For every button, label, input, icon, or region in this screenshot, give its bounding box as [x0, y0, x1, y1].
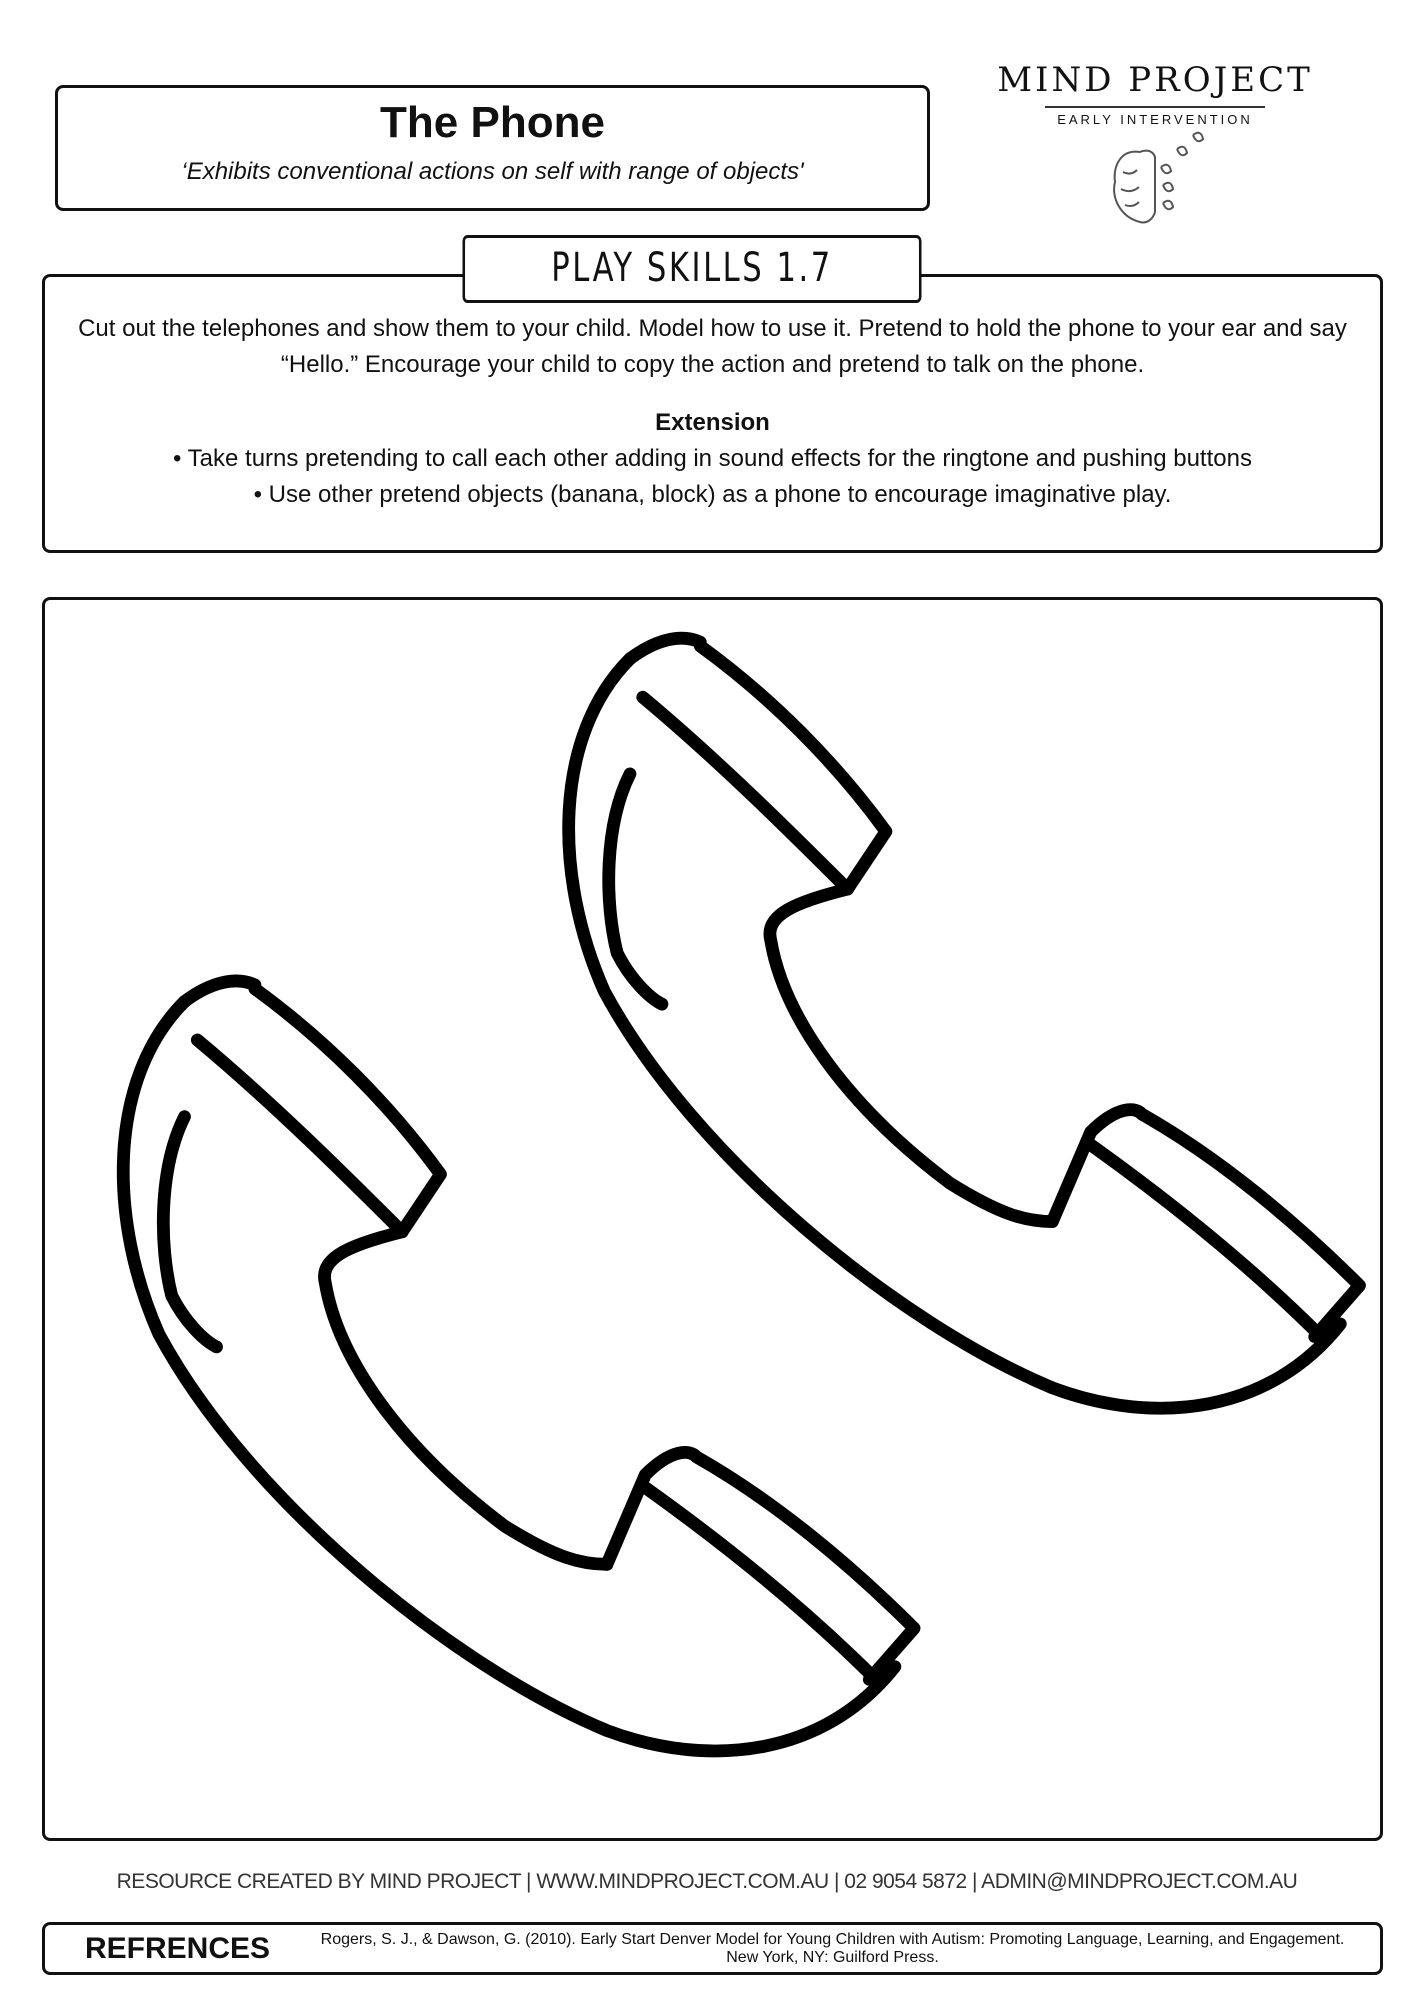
extension-title: Extension: [655, 409, 770, 436]
footer-contact: RESOURCE CREATED BY MIND PROJECT | WWW.MINDPROJECT.COM.AU | 02 9054 5872 | ADMIN@MINDPROJECT.COM.AU: [116, 1870, 1298, 1893]
logo: [990, 60, 1320, 250]
logo-name: MIND PROJECT: [997, 60, 1313, 100]
references-label: REFRENCES: [85, 1931, 271, 1965]
page-subtitle: ‘Exhibits conventional actions on self with range of objects': [181, 158, 804, 185]
extension-item: • Use other pretend objects (banana, block) as a phone to encourage imaginative play.: [253, 481, 1172, 508]
brain-icon: [1085, 127, 1225, 237]
references-text: Rogers, S. J., & Dawson, G. (2010). Early Start Denver Model for Young Children with Autism: Promoting Language, Learning, and Engagement. New York, NY: Guilford Press.: [320, 1930, 1345, 1966]
references-box: [42, 1922, 1383, 1975]
logo-divider: [1045, 106, 1265, 108]
instructions-text: Cut out the telephones and show them to your child. Model how to use it. Pretend to hold the phone to your ear and say “Hello.” Encourage your child to copy the action and pretend to talk on the phone.: [78, 315, 1347, 378]
phone-handset-left: [123, 981, 914, 1751]
phone-handset-right: [569, 638, 1360, 1408]
title-box: [55, 85, 930, 211]
page-title: The Phone: [380, 98, 605, 147]
phone-illustration: [45, 600, 1380, 1838]
extension-item: • Take turns pretending to call each other adding in sound effects for the ringtone and pushing buttons: [173, 445, 1252, 472]
section-tab: PLAY SKILLS 1.7: [463, 235, 922, 303]
phone-cutout-area: [42, 597, 1383, 1841]
logo-tagline: EARLY INTERVENTION: [1057, 112, 1253, 127]
instructions-box: [42, 274, 1383, 553]
